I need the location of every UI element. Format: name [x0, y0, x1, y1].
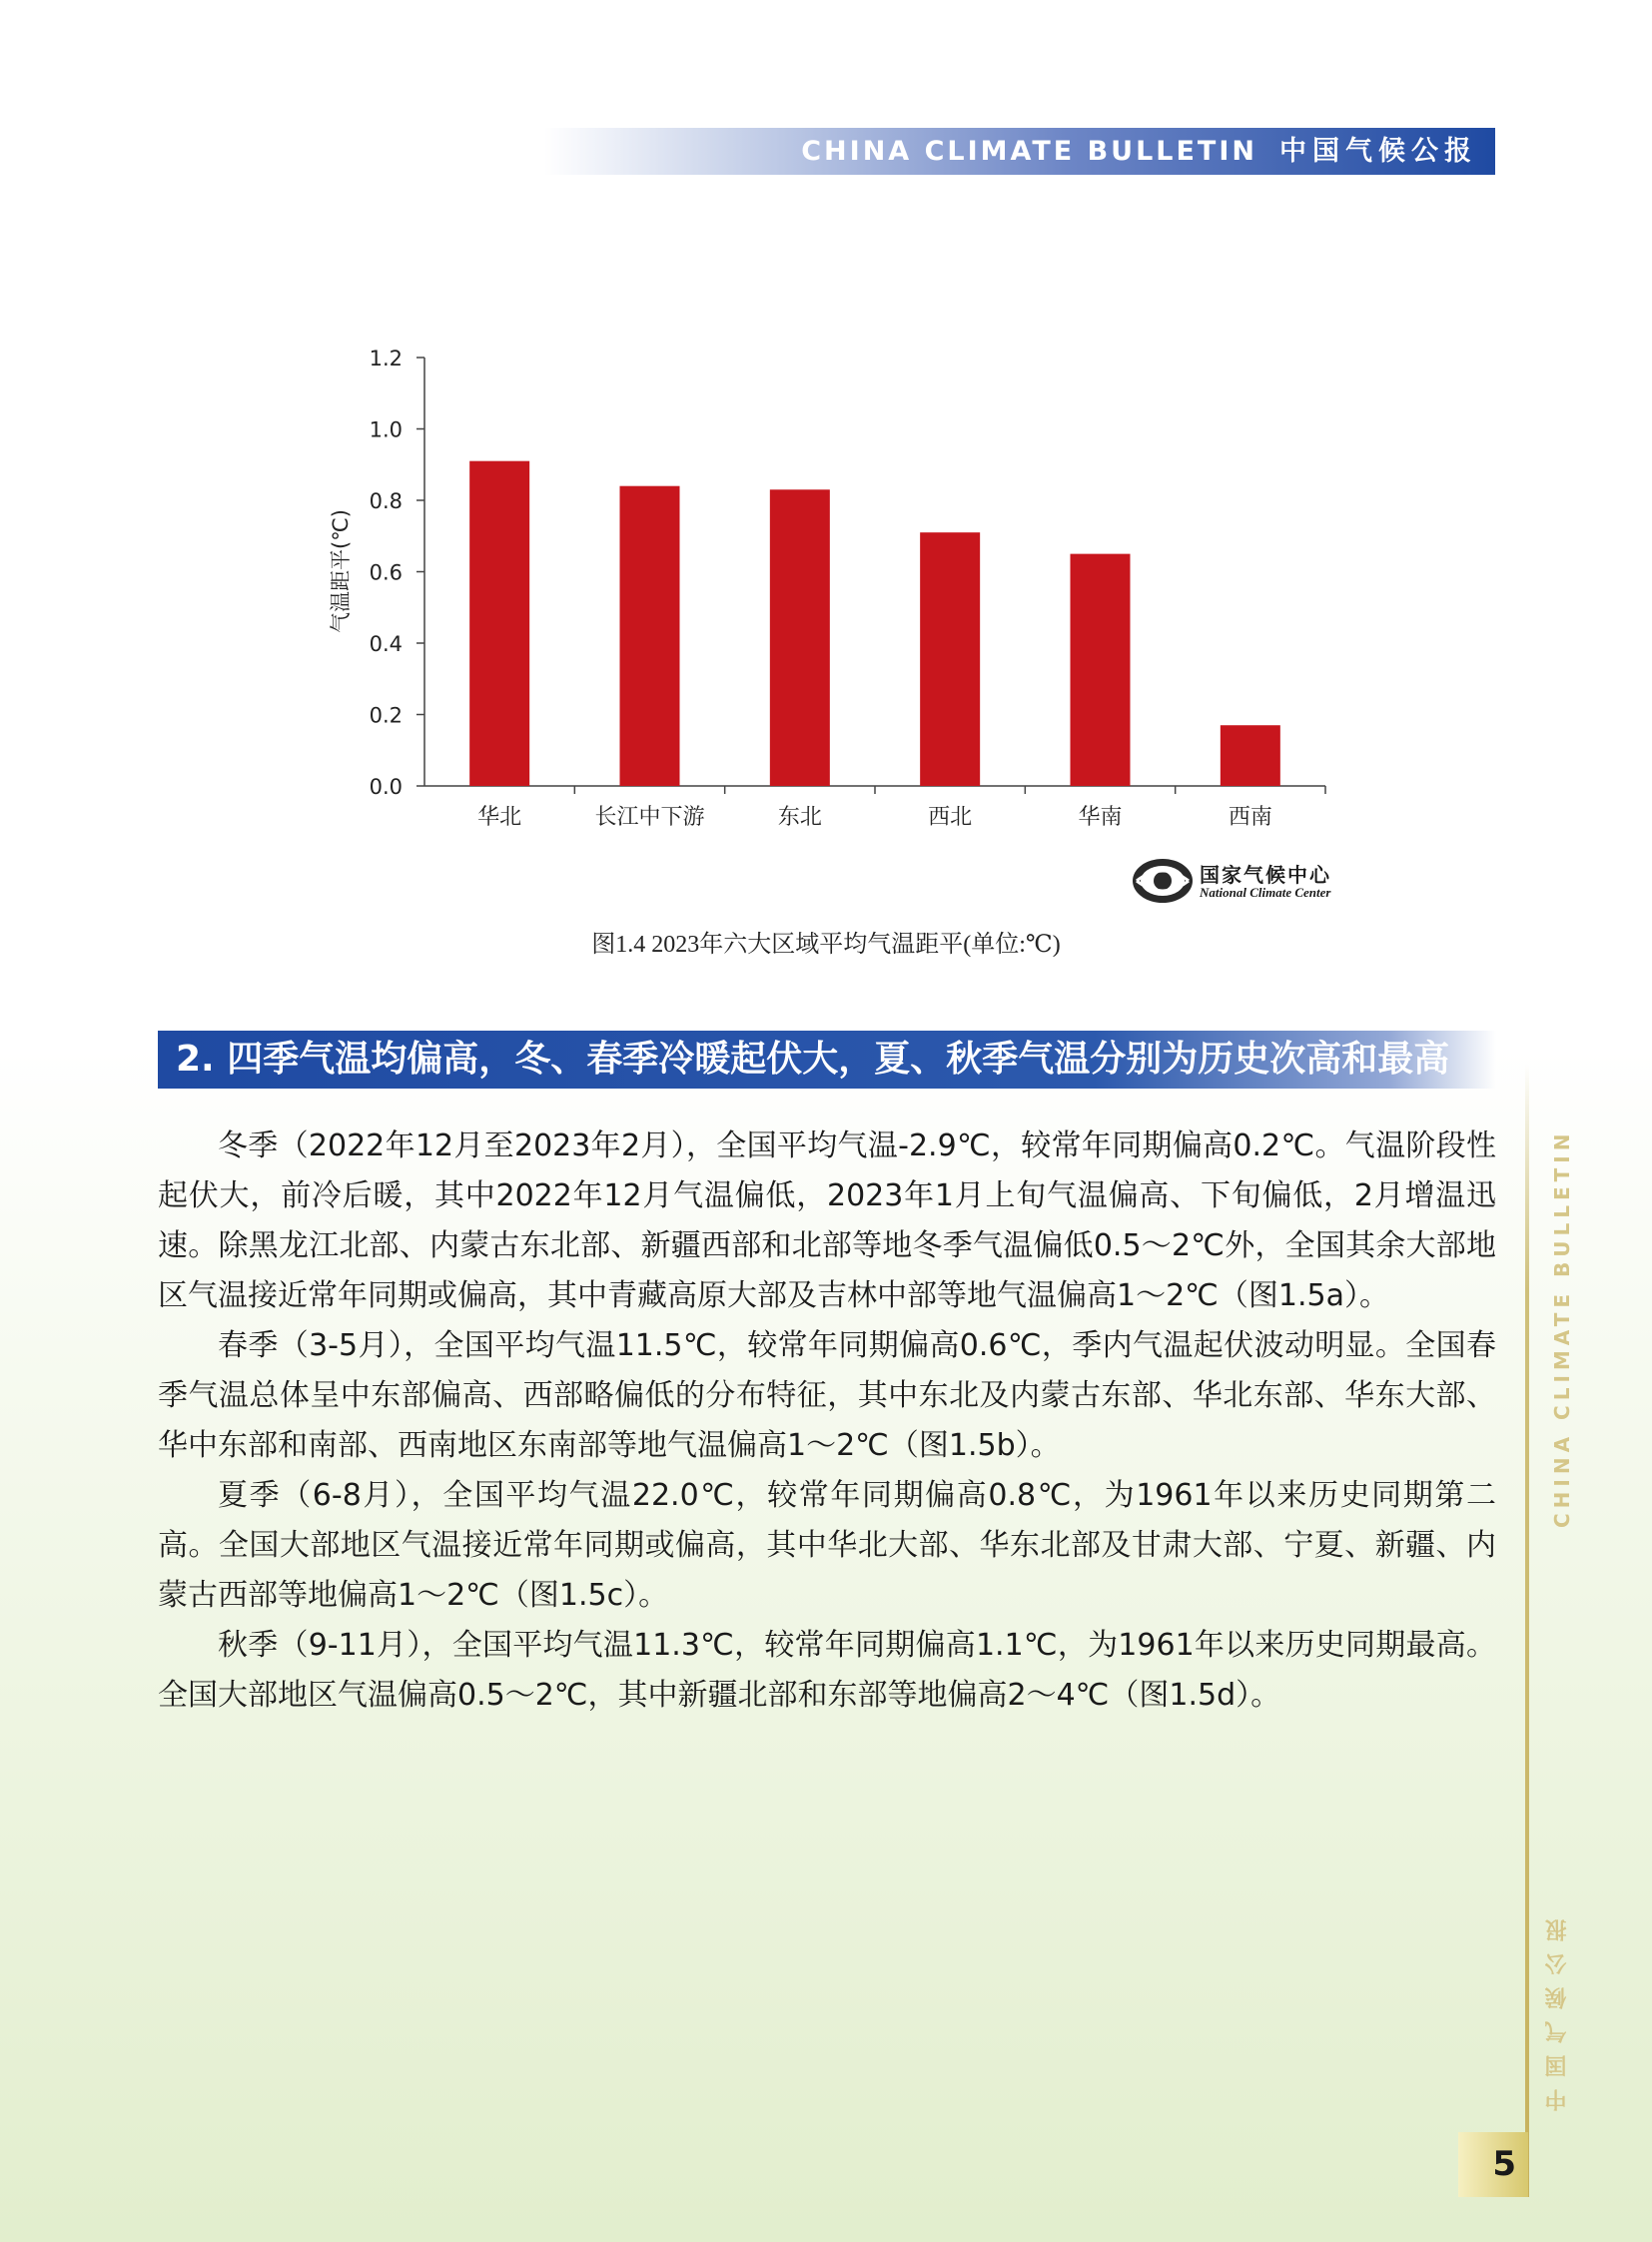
header-title-cn: 中国气候公报: [1279, 136, 1477, 167]
page-number: 5: [1492, 2144, 1516, 2184]
body-text: [158, 1121, 1496, 1721]
bar: [770, 489, 830, 786]
side-vertical-title-cn: [1538, 1907, 1568, 2111]
bar: [1221, 725, 1280, 786]
side-vertical-title-en: CHINA CLIMATE BULLETIN: [1550, 1128, 1574, 1528]
bar: [1071, 554, 1131, 786]
side-divider-line: [1525, 1064, 1529, 2197]
y-tick-label: 0.4: [369, 632, 403, 656]
x-tick-label: 西南: [1228, 805, 1272, 830]
paragraph-spring: 春季（3-5月），全国平均气温11.5℃，较常年同期偏高0.6℃，季内气温起伏波动明显。全国春季气温总体呈中东部偏高、西部略偏低的分布特征，其中东北及内蒙古东部、华北东部、华东大部、华中东部和南部、西南地区东南部等地气温偏高1～2℃（图1.5b）。: [158, 1328, 1496, 1463]
y-tick-label: 0.0: [369, 775, 403, 799]
paragraph-autumn: 秋季（9-11月），全国平均气温11.3℃，较常年同期偏高1.1℃，为1961年以来历史同期最高。全国大部地区气温偏高0.5～2℃，其中新疆北部和东部等地偏高2～4℃（图1.5d）。: [158, 1628, 1496, 1713]
y-tick-label: 0.6: [369, 560, 403, 585]
y-axis-label: 气温距平(℃): [329, 509, 353, 633]
side-vertical-title-cn-stack: 中国气候公报: [1545, 1907, 1570, 2111]
x-tick-label: 长江中下游: [594, 805, 705, 830]
x-tick-label: 西北: [928, 805, 973, 830]
bar: [920, 532, 980, 786]
y-tick-label: 0.8: [369, 489, 403, 513]
paragraph-winter: 冬季（2022年12月至2023年2月），全国平均气温-2.9℃，较常年同期偏高0.2℃。气温阶段性起伏大，前冷后暖，其中2022年12月气温偏低，2023年1月上旬气温偏高、下旬偏低，2月增温迅速。除黑龙江北部、内蒙古东北部、新疆西部和北部等地冬季气温偏低0.5～2℃外，全国其余大部地区气温接近常年同期或偏高，其中青藏高原大部及吉林中部等地气温偏高1～2℃（图1.5a）。: [158, 1128, 1496, 1313]
section-heading-bar: [158, 1031, 1496, 1089]
y-tick-label: 1.0: [369, 417, 403, 442]
x-tick-label: 华北: [477, 805, 522, 830]
bar-chart: [300, 330, 1398, 889]
bar: [469, 461, 529, 786]
header-title-en: CHINA CLIMATE BULLETIN: [801, 136, 1257, 167]
ncc-logo-cn: 国家气候中心: [1200, 863, 1331, 887]
paragraph-summer: 夏季（6-8月），全国平均气温22.0℃，较常年同期偏高0.8℃，为1961年以来历史同期第二高。全国大部地区气温接近常年同期或偏高，其中华北大部、华东北部及甘肃大部、宁夏、新疆、内蒙古西部等地偏高1～2℃（图1.5c）。: [158, 1478, 1496, 1613]
bar: [620, 486, 680, 786]
section-title: 2. 四季气温均偏高，冬、春季冷暖起伏大，夏、秋季气温分别为历史次高和最高: [176, 1039, 1450, 1080]
page-number-box: [1458, 2132, 1528, 2197]
x-tick-label: 华南: [1078, 805, 1123, 830]
header-title: [801, 128, 1477, 175]
ncc-logo-en: National Climate Center: [1200, 885, 1331, 900]
x-tick-label: 东北: [777, 805, 822, 830]
y-tick-label: 1.2: [369, 347, 403, 371]
header-band: [544, 128, 1495, 175]
figure-caption: 图1.4 2023年六大区域平均气温距平(单位:℃): [591, 932, 1061, 958]
y-tick-label: 0.2: [369, 703, 403, 728]
